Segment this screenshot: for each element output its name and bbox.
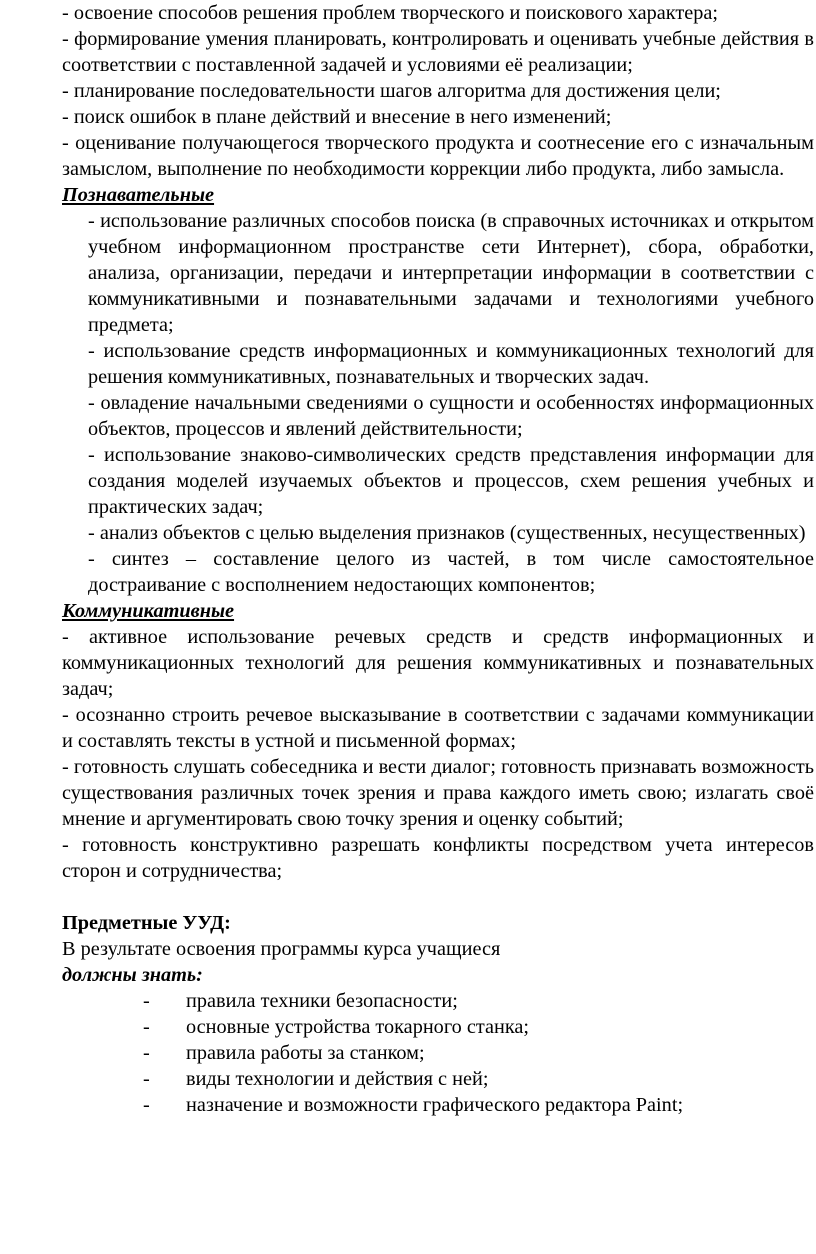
subject-intro: В результате освоения программы курса учащиеся [62, 938, 501, 960]
communicative-item-3: - готовность слушать собеседника и вести диалог; готовность признавать возможность существования различных точек зрения и права каждого иметь свою; излагать своё мнение и аргументировать свою точку зрения и оценку событий; [62, 756, 814, 830]
intro-item-2: - формирование умения планировать, контролировать и оценивать учебные действия в соответствии с поставленной задачей и условиями её реализации; [62, 28, 814, 76]
list-item [62, 1014, 814, 1040]
cognitive-item-1: - использование различных способов поиска (в справочных источниках и открытом учебном информационном пространстве сети Интернет), сбора, обработки, анализа, организации, передачи и интерпретации информации в соответствии с коммуникативными и познавательными задачами и технологиями учебного предмета; [88, 210, 814, 336]
section-spacer [62, 884, 814, 910]
list-dash: - [143, 1094, 150, 1116]
list-dash: - [143, 1042, 150, 1064]
list-dash: - [143, 1068, 150, 1090]
cognitive-item-6: - синтез – составление целого из частей, в том числе самостоятельное достраивание с восполнением недостающих компонентов; [88, 548, 814, 596]
document-page [62, 0, 814, 1118]
list-item-text: назначение и возможности графического редактора Paint; [186, 1094, 684, 1116]
list-item-text: правила работы за станком; [186, 1042, 425, 1064]
must-know-label: должны знать: [62, 964, 203, 986]
intro-item-3: - планирование последовательности шагов алгоритма для достижения цели; [62, 80, 721, 102]
list-item-text: виды технологии и действия с ней; [186, 1068, 489, 1090]
list-item-text: правила техники безопасности; [186, 990, 458, 1012]
subject-heading: Предметные УУД: [62, 912, 231, 934]
cognitive-item-3: - овладение начальными сведениями о сущности и особенностях информационных объектов, процессов и явлений действительности; [88, 392, 814, 440]
cognitive-item-5: - анализ объектов с целью выделения признаков (существенных, несущественных) [88, 522, 806, 544]
communicative-item-2: - осознанно строить речевое высказывание в соответствии с задачами коммуникации и составлять тексты в устной и письменной формах; [62, 704, 814, 752]
cognitive-item-2: - использование средств информационных и коммуникационных технологий для решения коммуникативных, познавательных и творческих задач. [88, 340, 814, 388]
intro-item-4: - поиск ошибок в плане действий и внесение в него изменений; [62, 106, 612, 128]
intro-item-1: - освоение способов решения проблем творческого и поискового характера; [62, 2, 719, 24]
list-item [62, 1066, 814, 1092]
communicative-item-1: - активное использование речевых средств и средств информационных и коммуникационных технологий для решения коммуникативных и познавательных задач; [62, 626, 814, 700]
list-item [62, 988, 814, 1014]
cognitive-item-4: - использование знаково-символических средств представления информации для создания моделей изучаемых объектов и процессов, схем решения учебных и практических задач; [88, 444, 814, 518]
list-item-text: основные устройства токарного станка; [186, 1016, 529, 1038]
communicative-heading: Коммуникативные [62, 600, 235, 622]
list-dash: - [143, 1016, 150, 1038]
must-know-list [62, 988, 814, 1118]
intro-item-5: - оценивание получающегося творческого продукта и соотнесение его с изначальным замыслом, выполнение по необходимости коррекции либо продукта, либо замысла. [62, 132, 814, 180]
cognitive-heading: Познавательные [62, 184, 215, 206]
list-dash: - [143, 990, 150, 1012]
list-item [62, 1040, 814, 1066]
cognitive-list [88, 208, 814, 598]
communicative-item-4: - готовность конструктивно разрешать конфликты посредством учета интересов сторон и сотрудничества; [62, 834, 814, 882]
list-item [62, 1092, 814, 1118]
